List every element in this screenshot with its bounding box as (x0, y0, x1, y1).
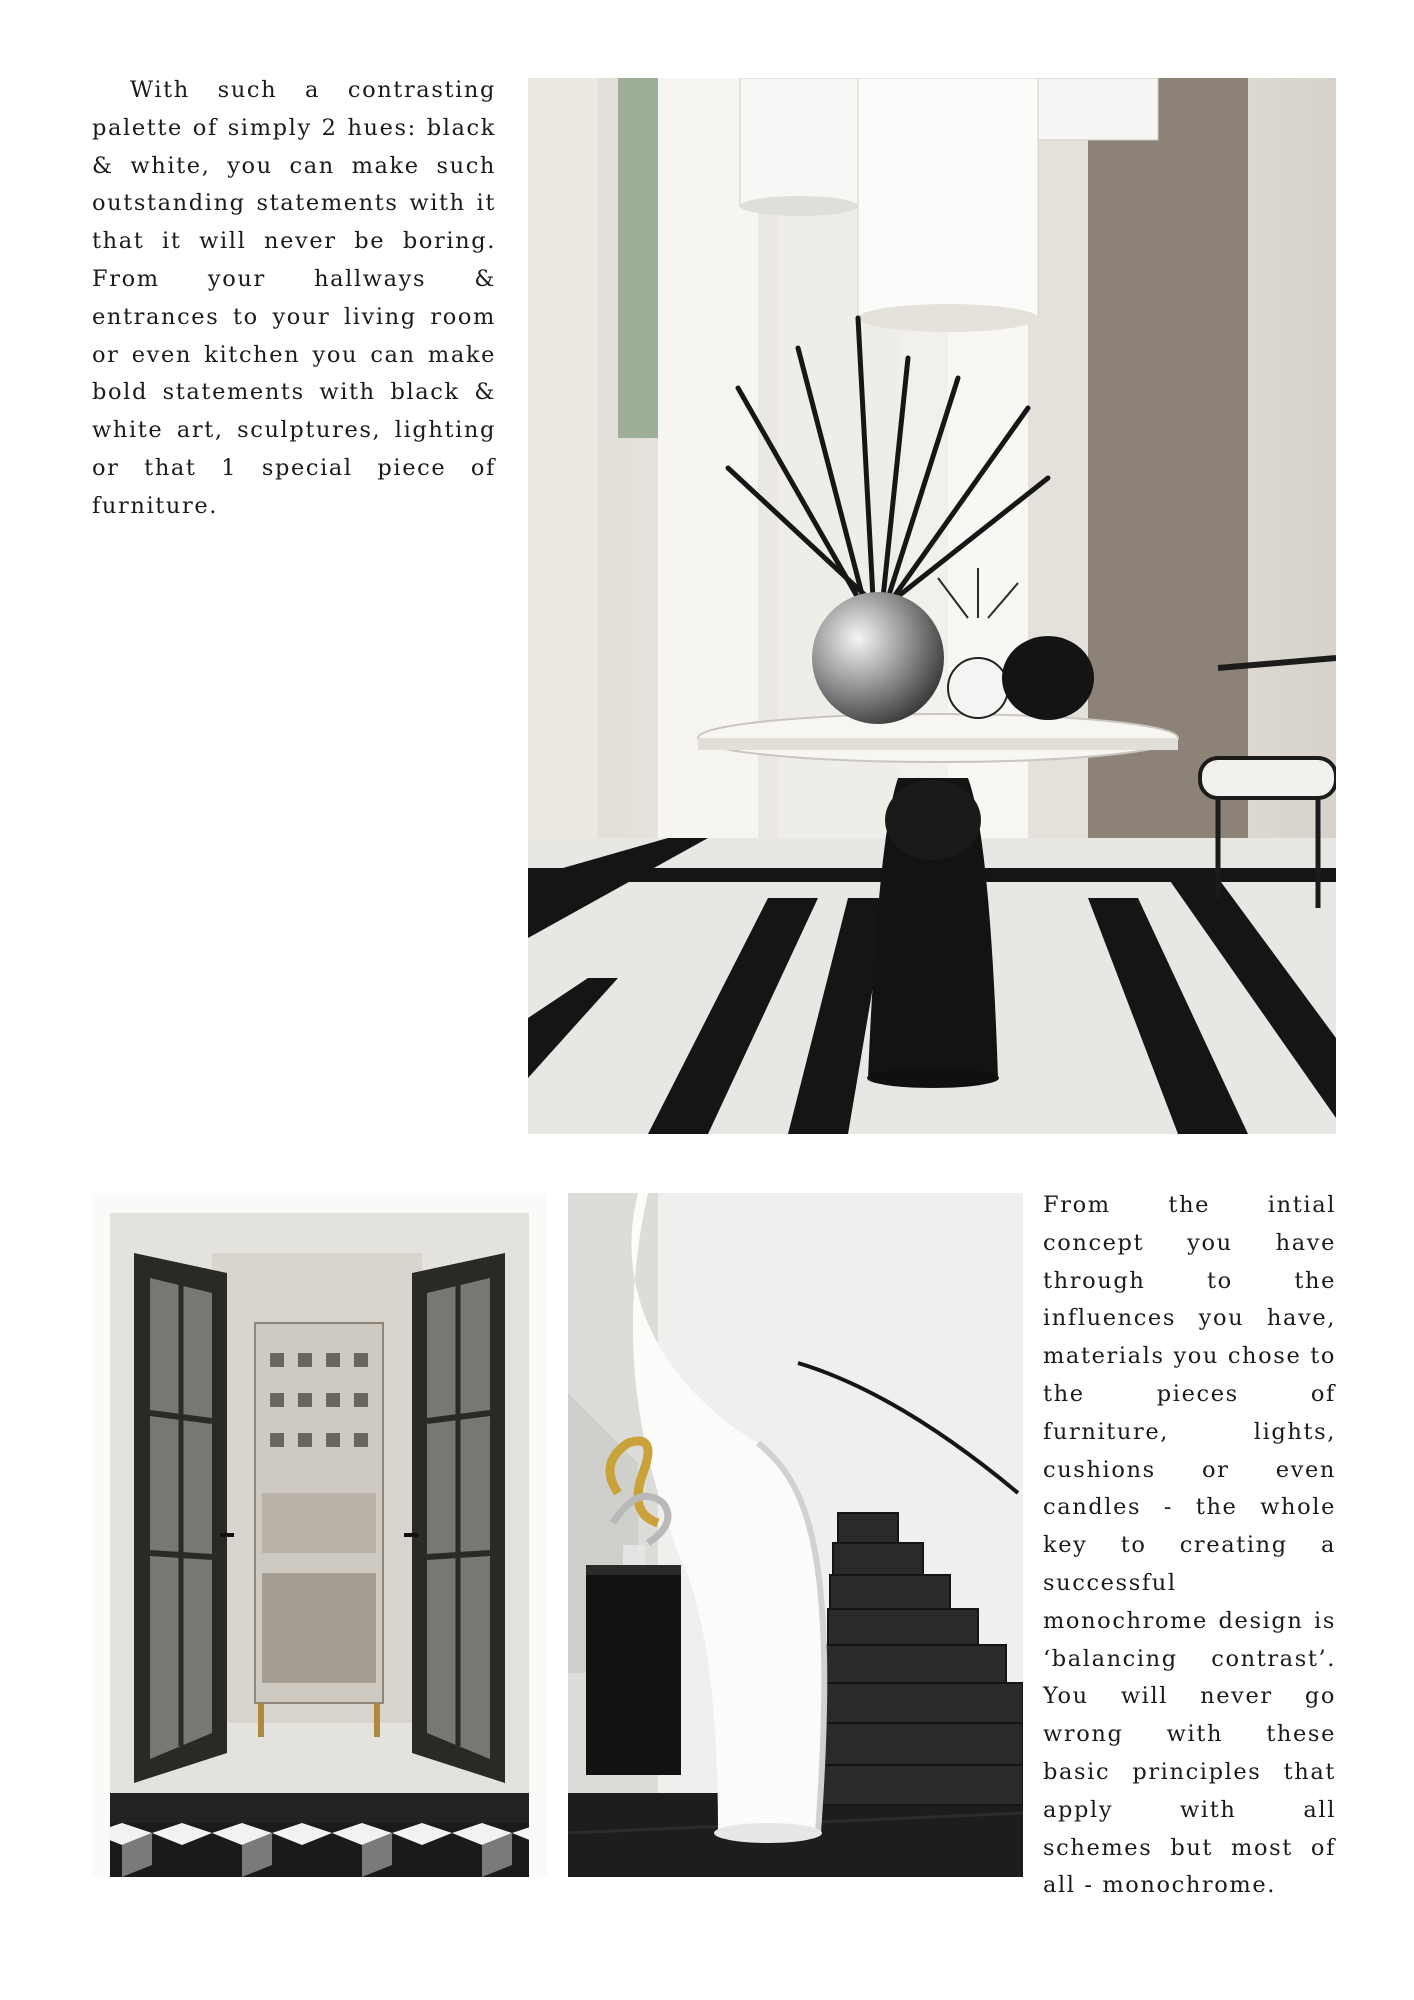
monochrome-principles-paragraph: From the intial concept you have through to the influences you have, materials you chose to the pieces of furniture, lights, cushions or even candles - the whole key to creating a successful monochrome design is ‘balancing contrast’. You will never go wrong with these basic principles that apply with all schemes but most of all - monochrome. (1043, 1192, 1336, 1899)
glass-doors-photo (92, 1193, 547, 1877)
glass-doors-illustration (92, 1193, 547, 1877)
spiral-staircase-photo (568, 1193, 1023, 1877)
entrance-hall-illustration (528, 78, 1336, 1134)
spiral-staircase-illustration (568, 1193, 1023, 1877)
intro-paragraph: With such a contrasting palette of simply 2 hues: black & white, you can make such outstanding statements with it that it will never be boring. From your hallways & entrances to your living room or even kitchen you can make bold statements with black & white art, sculptures, lighting or that 1 special piece of furniture. (92, 77, 496, 519)
entrance-hall-photo (528, 78, 1336, 1134)
